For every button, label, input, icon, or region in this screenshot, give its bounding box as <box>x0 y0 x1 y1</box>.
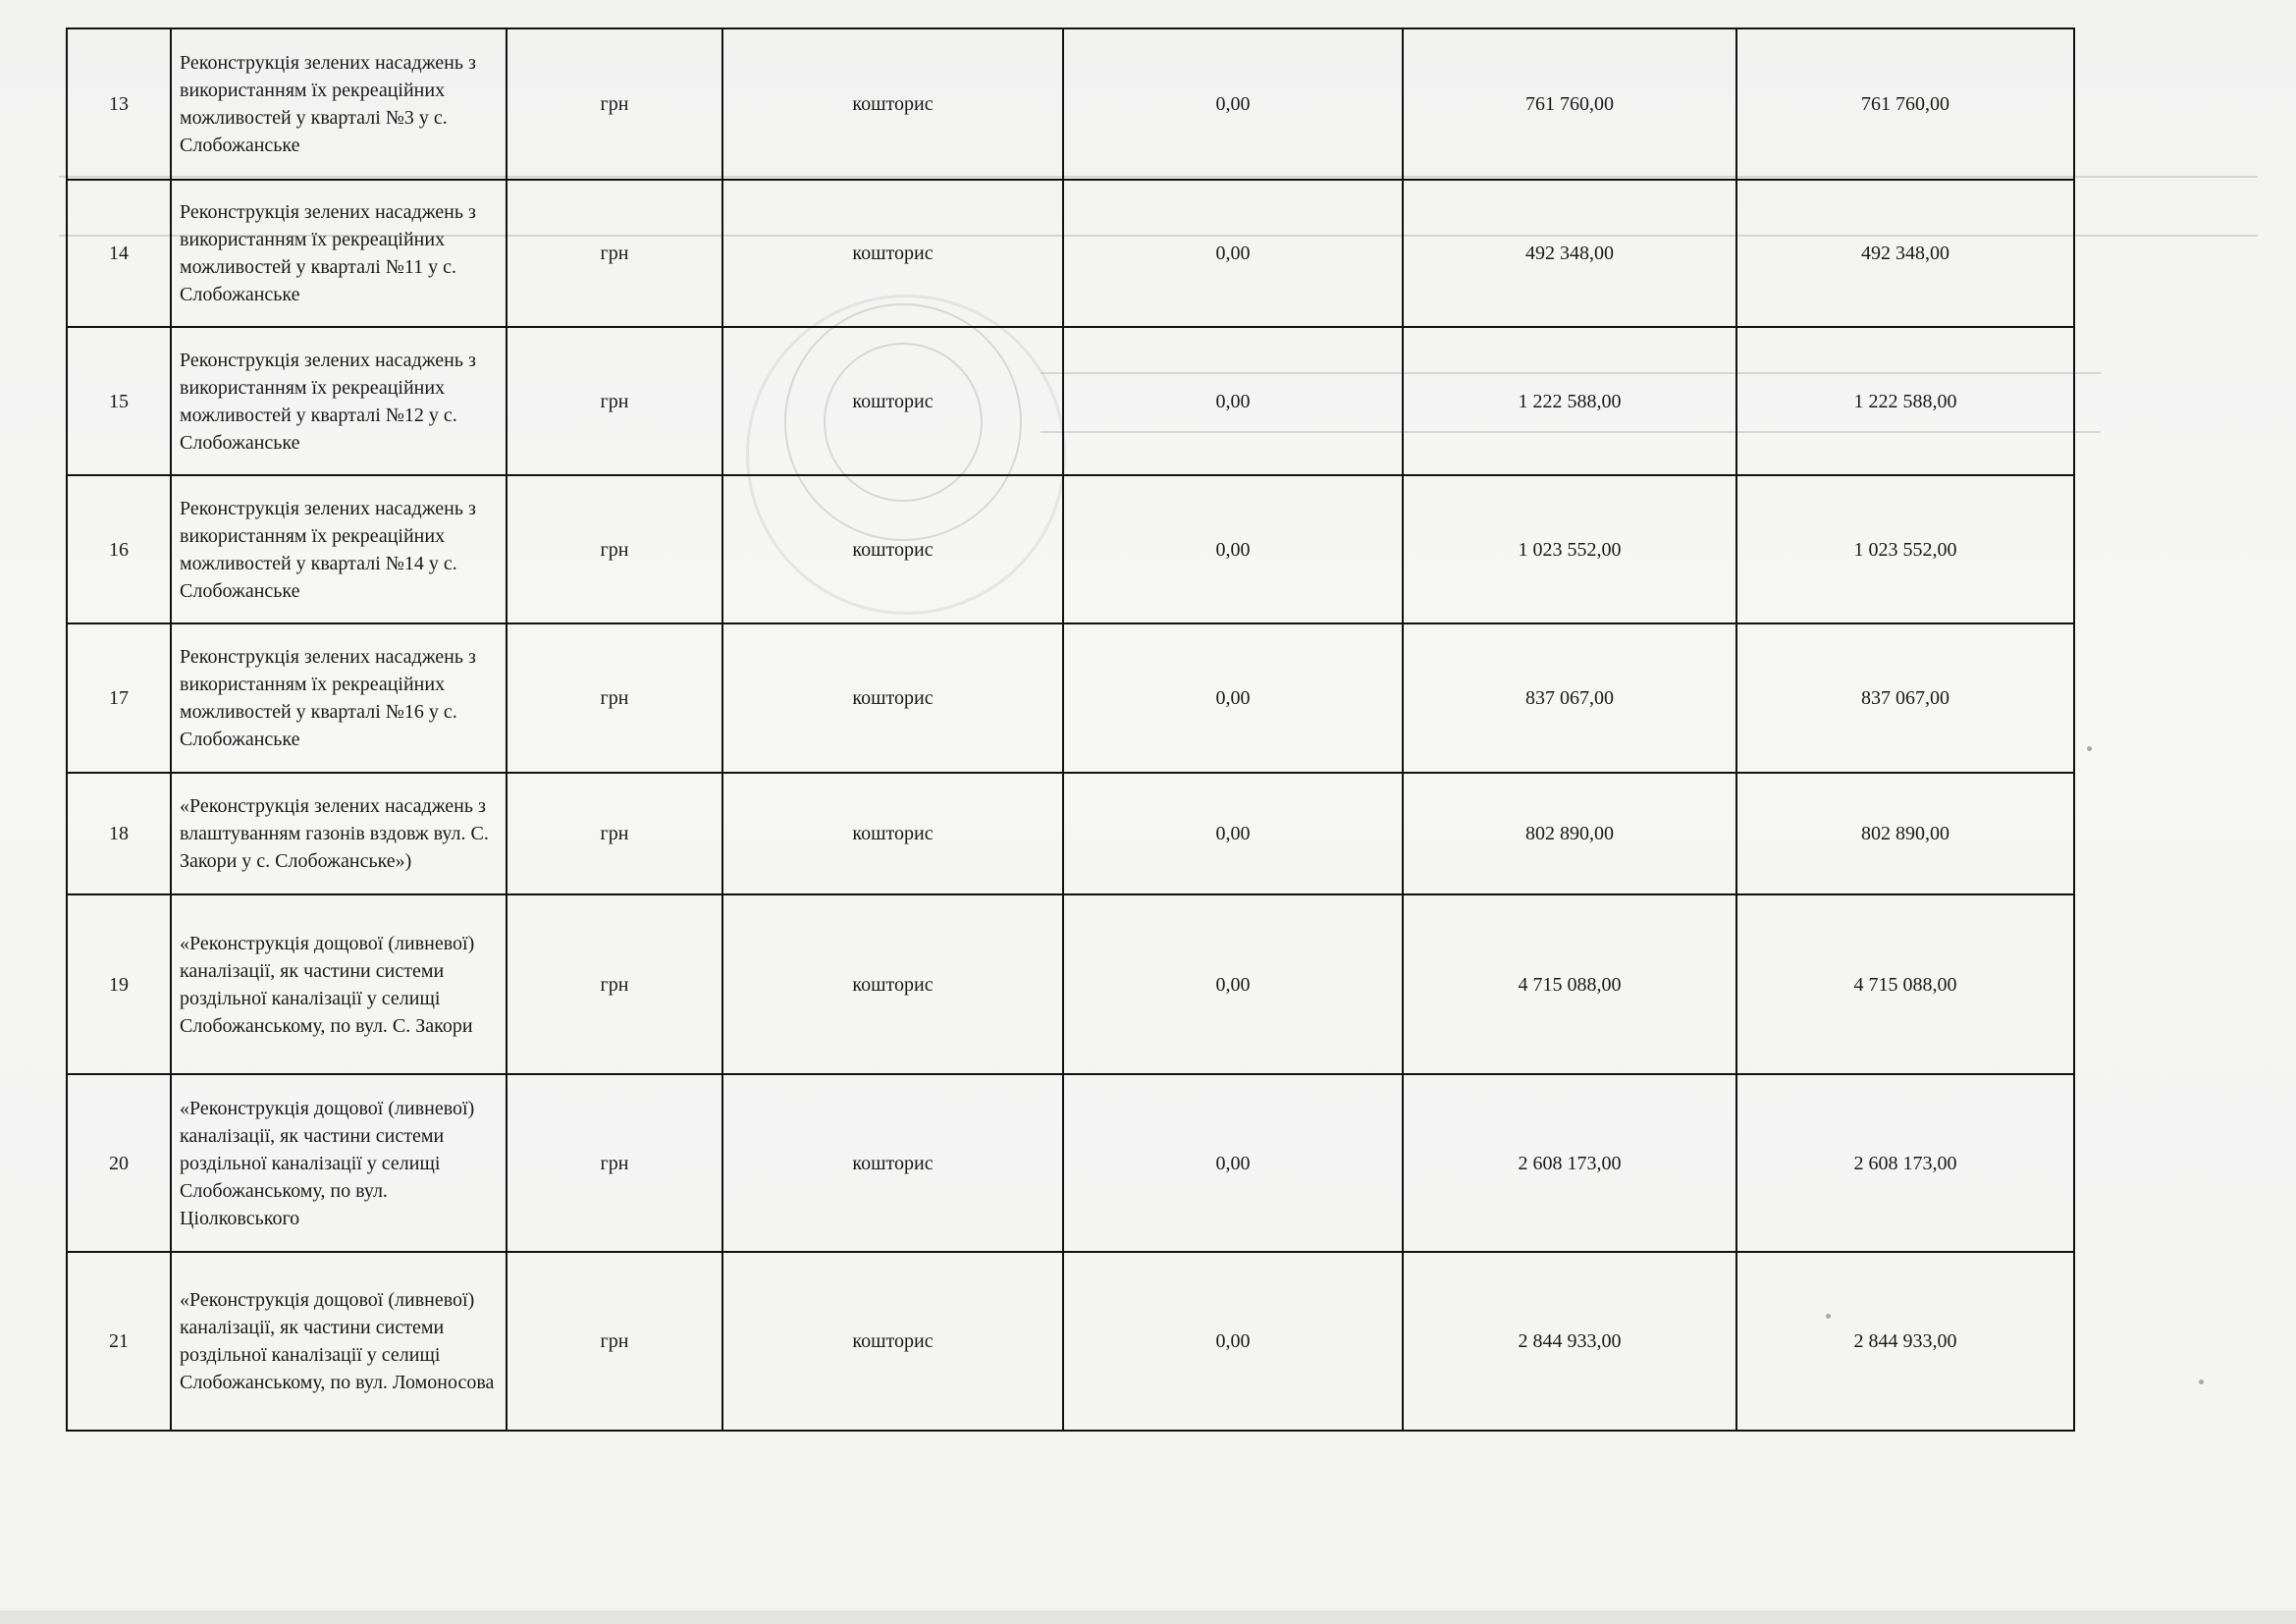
scan-speck <box>2087 746 2092 751</box>
indicator-name: Реконструкція зелених насаджень з використанням їх рекреаційних можливостей у кварталі №12 у с. Слобожанське <box>171 327 507 475</box>
value-after: 761 760,00 <box>1736 28 2074 180</box>
unit: грн <box>507 180 722 327</box>
indicator-name: Реконструкція зелених насаджень з використанням їх рекреаційних можливостей у кварталі №14 у с. Слобожанське <box>171 475 507 623</box>
unit: грн <box>507 28 722 180</box>
source: кошторис <box>722 773 1063 894</box>
unit: грн <box>507 1074 722 1252</box>
source: кошторис <box>722 1074 1063 1252</box>
source: кошторис <box>722 180 1063 327</box>
source: кошторис <box>722 1252 1063 1431</box>
indicator-name: «Реконструкція дощової (ливневої) каналізації, як частини системи роздільної каналізації у селищі Слобожанському, по вул. С. Закори <box>171 894 507 1074</box>
unit: грн <box>507 773 722 894</box>
source: кошторис <box>722 28 1063 180</box>
value-change: 761 760,00 <box>1403 28 1736 180</box>
table-row <box>67 1074 2074 1252</box>
value-before: 0,00 <box>1063 773 1403 894</box>
source: кошторис <box>722 327 1063 475</box>
value-change: 2 608 173,00 <box>1403 1074 1736 1252</box>
table-row <box>67 28 2074 180</box>
scan-speck <box>2199 1380 2204 1384</box>
page-bottom-edge <box>0 1610 2296 1624</box>
row-number: 21 <box>67 1252 171 1431</box>
value-change: 1 023 552,00 <box>1403 475 1736 623</box>
indicator-name: «Реконструкція дощової (ливневої) каналізації, як частини системи роздільної каналізації у селищі Слобожанському, по вул. Ціолковського <box>171 1074 507 1252</box>
row-number: 17 <box>67 623 171 773</box>
table-row <box>67 1252 2074 1431</box>
indicator-name: Реконструкція зелених насаджень з використанням їх рекреаційних можливостей у кварталі №11 у с. Слобожанське <box>171 180 507 327</box>
row-number: 18 <box>67 773 171 894</box>
unit: грн <box>507 327 722 475</box>
value-change: 837 067,00 <box>1403 623 1736 773</box>
value-change: 2 844 933,00 <box>1403 1252 1736 1431</box>
table-row <box>67 623 2074 773</box>
table-row <box>67 180 2074 327</box>
row-number: 19 <box>67 894 171 1074</box>
indicator-name: Реконструкція зелених насаджень з використанням їх рекреаційних можливостей у кварталі №16 у с. Слобожанське <box>171 623 507 773</box>
row-number: 14 <box>67 180 171 327</box>
value-before: 0,00 <box>1063 327 1403 475</box>
value-after: 1 222 588,00 <box>1736 327 2074 475</box>
value-change: 492 348,00 <box>1403 180 1736 327</box>
value-before: 0,00 <box>1063 28 1403 180</box>
table-row <box>67 894 2074 1074</box>
indicator-name: «Реконструкція зелених насаджень з влаштуванням газонів вздовж вул. С. Закори у с. Слобожанське») <box>171 773 507 894</box>
table-row <box>67 475 2074 623</box>
value-before: 0,00 <box>1063 894 1403 1074</box>
value-change: 802 890,00 <box>1403 773 1736 894</box>
value-after: 1 023 552,00 <box>1736 475 2074 623</box>
table-row <box>67 773 2074 894</box>
table-row <box>67 327 2074 475</box>
unit: грн <box>507 1252 722 1431</box>
value-after: 492 348,00 <box>1736 180 2074 327</box>
unit: грн <box>507 475 722 623</box>
value-after: 802 890,00 <box>1736 773 2074 894</box>
unit: грн <box>507 623 722 773</box>
value-before: 0,00 <box>1063 623 1403 773</box>
value-after: 837 067,00 <box>1736 623 2074 773</box>
value-after: 2 608 173,00 <box>1736 1074 2074 1252</box>
value-before: 0,00 <box>1063 1074 1403 1252</box>
source: кошторис <box>722 475 1063 623</box>
row-number: 15 <box>67 327 171 475</box>
row-number: 20 <box>67 1074 171 1252</box>
unit: грн <box>507 894 722 1074</box>
row-number: 13 <box>67 28 171 180</box>
value-after: 4 715 088,00 <box>1736 894 2074 1074</box>
indicator-name: «Реконструкція дощової (ливневої) каналізації, як частини системи роздільної каналізації у селищі Слобожанському, по вул. Ломоносова <box>171 1252 507 1431</box>
value-before: 0,00 <box>1063 1252 1403 1431</box>
value-change: 4 715 088,00 <box>1403 894 1736 1074</box>
source: кошторис <box>722 623 1063 773</box>
indicator-name: Реконструкція зелених насаджень з використанням їх рекреаційних можливостей у кварталі №3 у с. Слобожанське <box>171 28 507 180</box>
value-after: 2 844 933,00 <box>1736 1252 2074 1431</box>
value-change: 1 222 588,00 <box>1403 327 1736 475</box>
value-before: 0,00 <box>1063 180 1403 327</box>
row-number: 16 <box>67 475 171 623</box>
budget-indicators-table <box>66 27 2075 1432</box>
value-before: 0,00 <box>1063 475 1403 623</box>
source: кошторис <box>722 894 1063 1074</box>
